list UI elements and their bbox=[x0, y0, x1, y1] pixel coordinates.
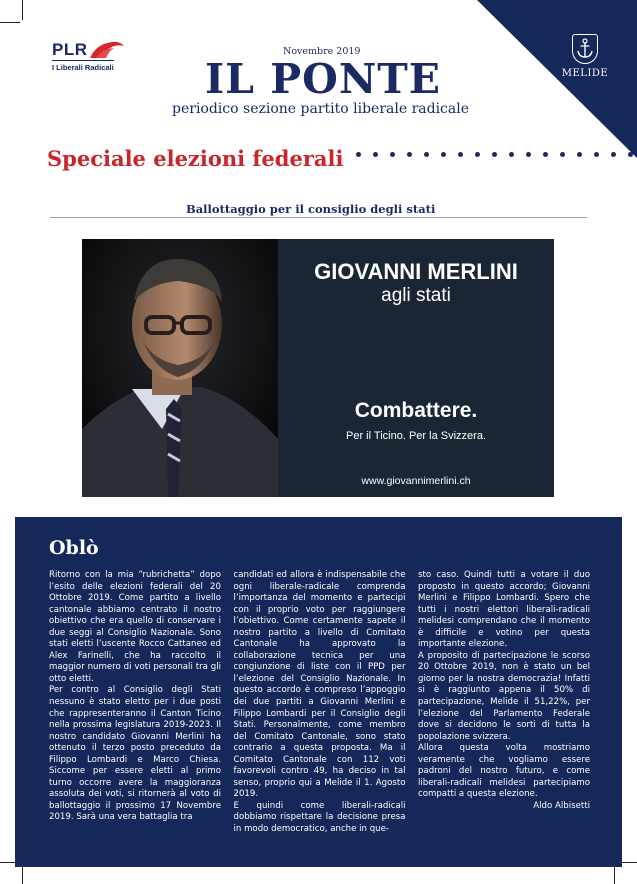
article-author: Aldo Albisetti bbox=[533, 800, 590, 811]
dot-leader bbox=[356, 152, 637, 157]
issue-date: Novembre 2019 bbox=[283, 46, 361, 57]
article-column bbox=[49, 570, 221, 836]
campaign-ad bbox=[82, 239, 554, 497]
candidate-office: agli stati bbox=[381, 285, 451, 306]
article-column bbox=[234, 570, 406, 836]
crop-mark bbox=[22, 864, 23, 884]
article-paragraph: Per contro al Consiglio degli Stati nessuno è stato eletto per i due posti che rappresenteranno il Canton Ticino nella prossima legislatura 2019-2023. Il nostro candidato Giovanni Merlini ha ottenuto il terzo posto preceduto da Filippo Lombardi e Marco Chiesa. Siccome per essere eletti al primo turno occorre avere la maggioranza assoluta dei voti, si ritornerà al voto di ballottaggio il prossimo 17 Novembre 2019. Sarà una vera battaglia tra bbox=[49, 685, 221, 823]
crop-mark bbox=[0, 22, 20, 23]
article-paragraph: sto caso. Quindi tutti a votare il duo proposto in questo accordo; Giovanni Merlini e Filippo Lombardi. Spero che tutti i nostri elettori liberali-radicali melidesi comprendano che il momento è difficile e votino per questa importante elezione. bbox=[418, 570, 590, 650]
article-paragraph: A proposito di partecipazione le scorso 20 Ottobre 2019, non è stato un bel giorno per la nostra democrazia! Infatti si è raggiunto appena il 50% di partecipazione, Melide il 51,22%, per l’elezione del Parlamento Federale dove si decidono le sorti di tutta la popolazione svizzera. bbox=[418, 650, 590, 742]
section-heading: Ballottaggio per il consiglio degli stati bbox=[186, 202, 436, 216]
article-column bbox=[418, 570, 590, 836]
divider bbox=[50, 217, 587, 218]
section-title: Speciale elezioni federali bbox=[47, 146, 344, 171]
article-columns bbox=[49, 570, 590, 836]
plr-logo bbox=[50, 40, 125, 76]
candidate-name: GIOVANNI MERLINI bbox=[314, 259, 518, 284]
logo-abbr: PLR bbox=[52, 40, 88, 59]
campaign-tagline: Per il Ticino. Per la Svizzera. bbox=[346, 430, 486, 442]
melide-logo bbox=[549, 34, 621, 79]
anchor-icon bbox=[572, 34, 598, 64]
article-paragraph: Allora questa volta mostriamo veramente che vogliamo essere padroni del nostro futuro, e come liberali-radicali melidesi partecipiamo compatti a questa elezione. bbox=[418, 743, 590, 800]
page-subtitle: periodico sezione partito liberale radicale bbox=[172, 101, 470, 117]
campaign-slogan: Combattere. bbox=[354, 399, 478, 422]
municipality-name: MELIDE bbox=[561, 68, 609, 79]
crop-mark bbox=[22, 0, 23, 20]
page-title: IL PONTE bbox=[205, 55, 442, 103]
flame-icon bbox=[90, 40, 124, 60]
article-panel bbox=[15, 517, 622, 867]
campaign-url[interactable]: www.giovannimerlini.ch bbox=[361, 475, 471, 487]
corner-banner bbox=[477, 0, 637, 158]
article-title: Oblò bbox=[49, 537, 99, 559]
candidate-photo bbox=[82, 239, 278, 497]
article-paragraph: candidati ed allora è indispensabile che ogni liberale-radicale comprenda l’importanza del momento e partecipi con il proprio voto per raggiungere l’obiettivo. Come certamente sapete il nostro partito a livello di Comitato Cantonale ha approvato la collaborazione tecnica per una congiunzione di liste con il PPD per l’elezione del Consiglio Nazionale. In questo accordo è compreso l’appoggio dei due partiti a Giovanni Merlini e Filippo Lombardi per il Consiglio degli Stati. Personalmente, come membro del Comitato Cantonale, sono stato contrario a questa proposta. Ma il Comitato Cantonale con 112 voti favorevoli contro 49, ha deciso in tal senso, proprio qui a Melide il 1. Agosto 2019. bbox=[233, 570, 406, 800]
crop-mark bbox=[614, 864, 615, 884]
article-paragraph: E quindi come liberali-radicali dobbiamo rispettare la decisione presa in modo democratico, anche in que- bbox=[233, 800, 406, 835]
article-paragraph: Ritorno con la mia “rubrichetta” dopo l’esito delle elezioni federali del 20 Ottobre 2019. Come partito a livello cantonale abbiamo centrato il nostro obiettivo che era quello di conservare i due seggi al Consiglio Nazionale. Sono stati eletti l’uscente Rocco Cattaneo ed Alex Farinelli, che ha raccolto il maggior numero di voti personali tra gli otto eletti. bbox=[49, 570, 221, 684]
logo-name: I Liberali Radicali bbox=[52, 60, 114, 72]
